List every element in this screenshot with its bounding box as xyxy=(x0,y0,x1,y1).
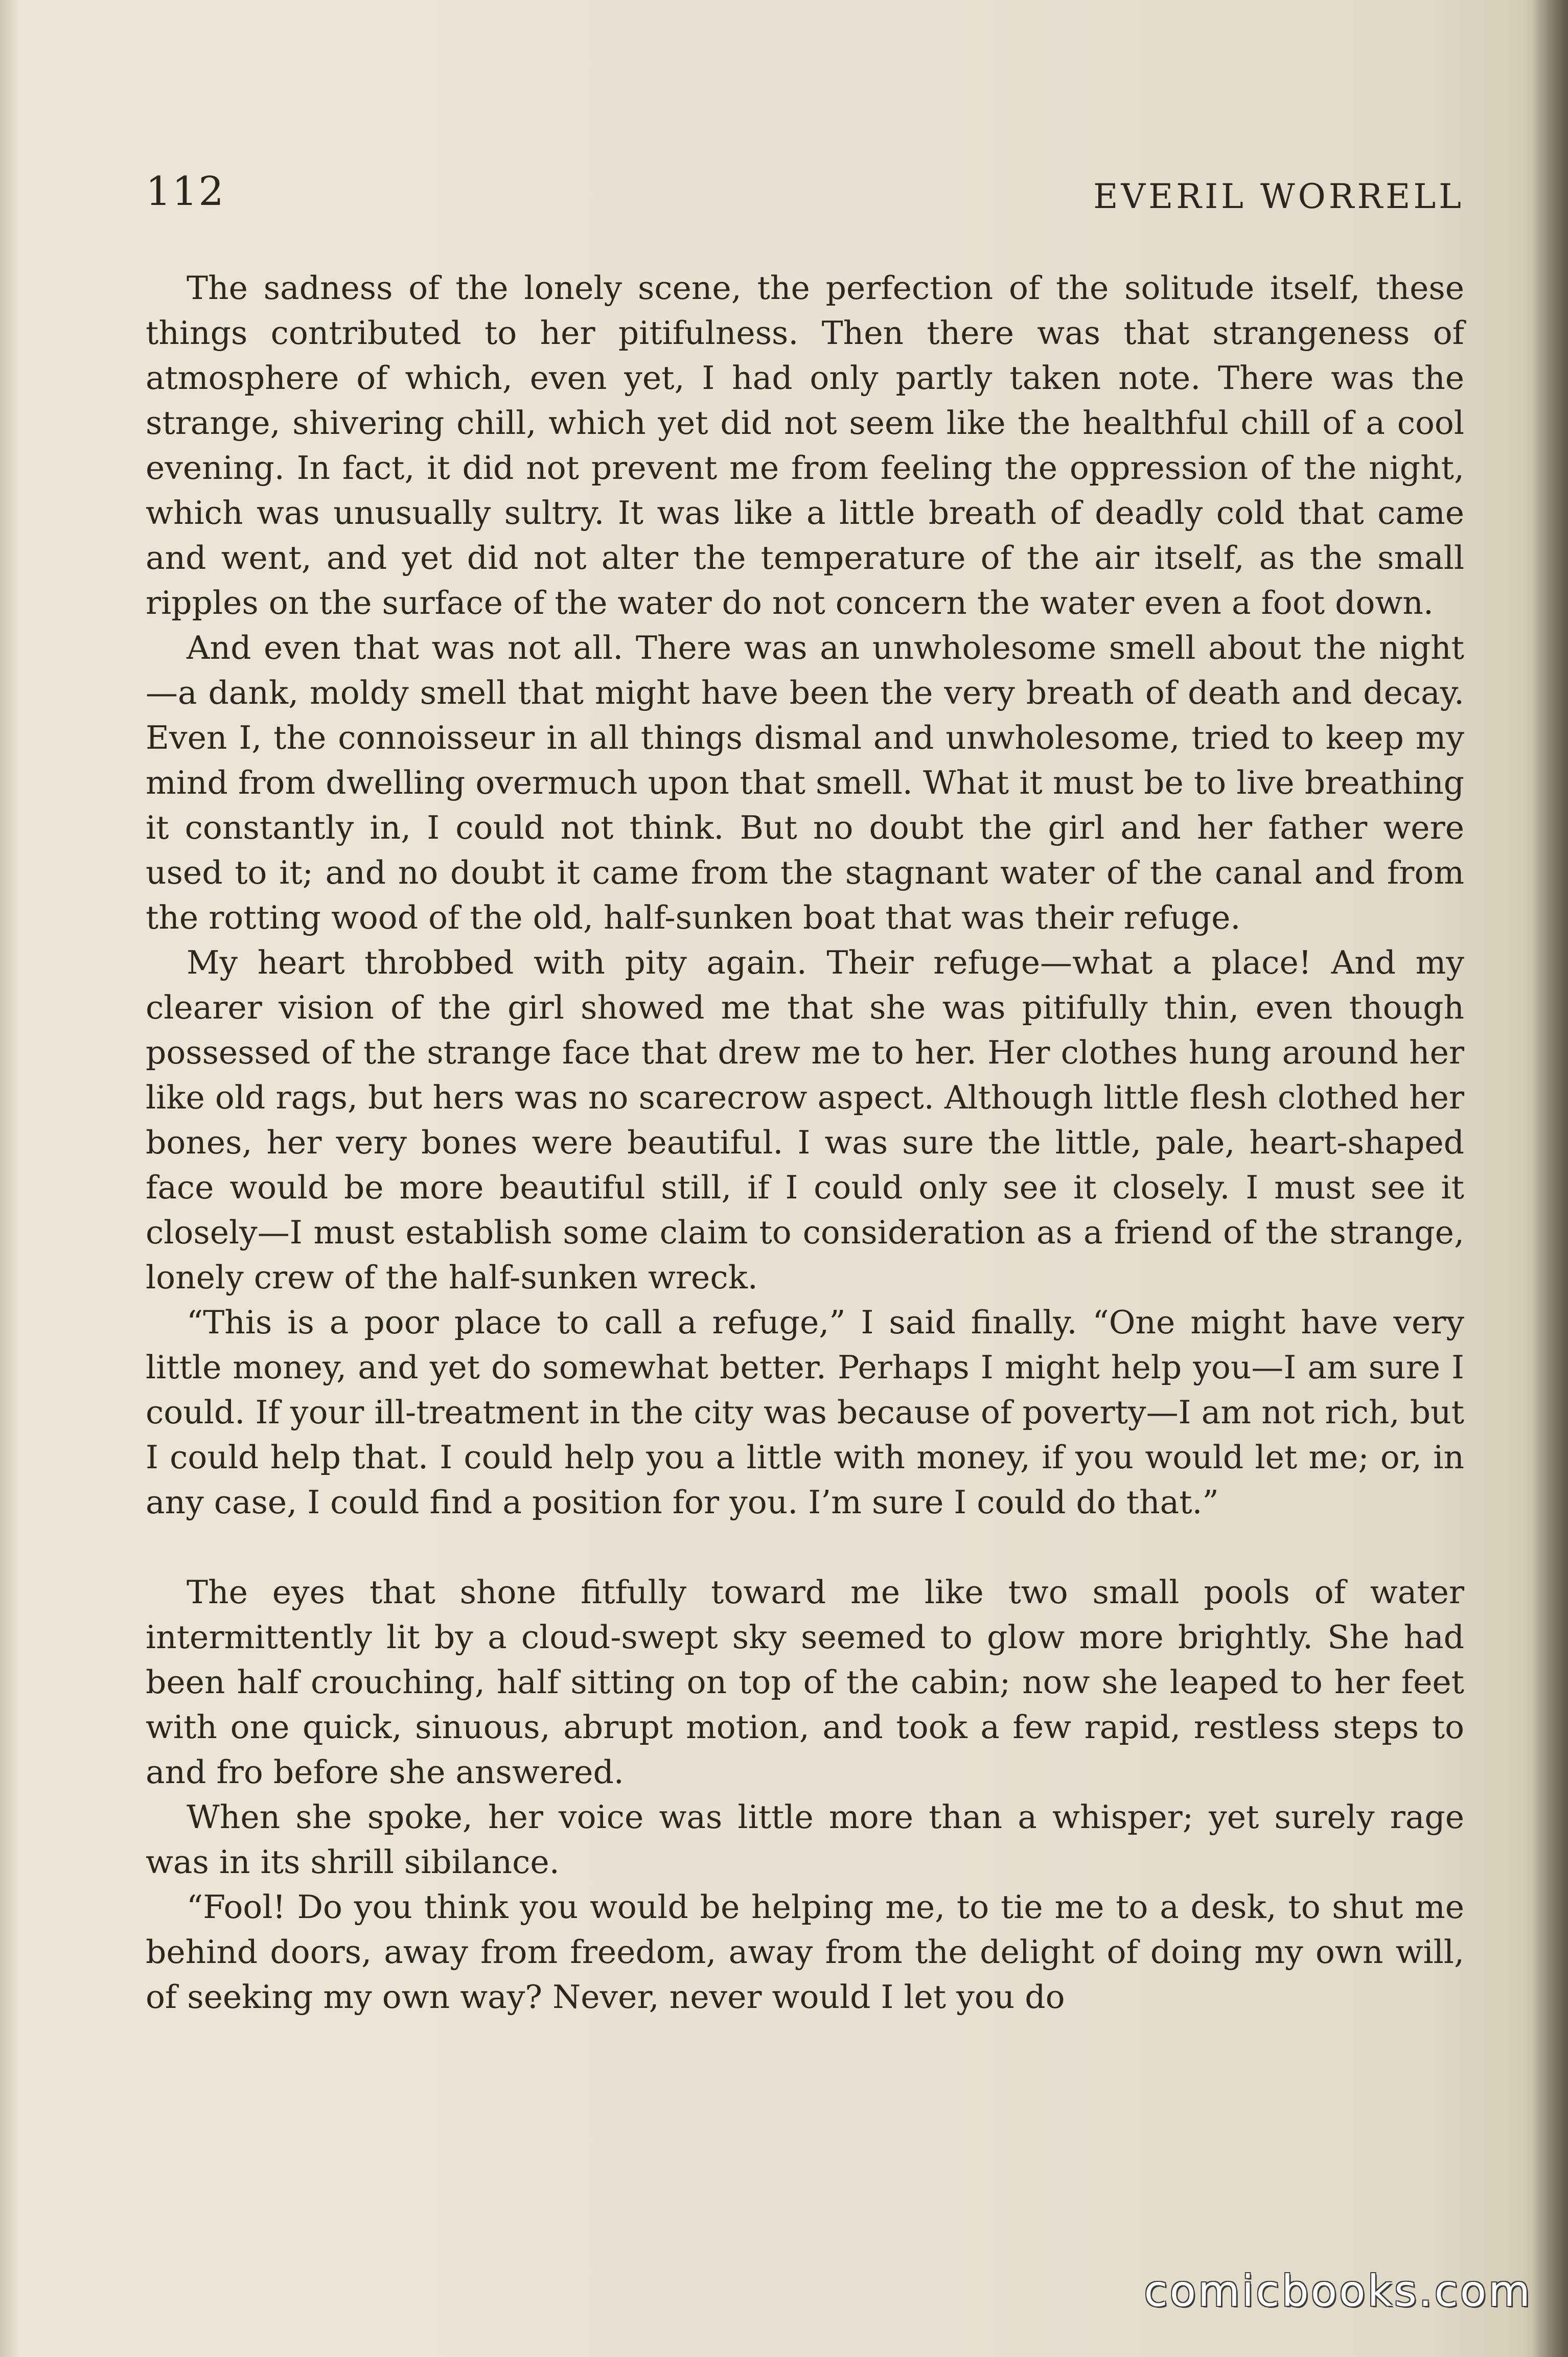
page-edge-shadow-right xyxy=(1532,0,1568,2357)
paragraph: The sadness of the lonely scene, the perfection of the solitude itself, these things contributed to her pitifulness. Then there was that strangeness of atmosphere of which, even yet, I had only partly taken note. There was the strange, shivering chill, which yet did not seem like the healthful chill of a cool evening. In fact, it did not prevent me from feeling the oppression of the night, which was unusually sultry. It was like a little breath of deadly cold that came and went, and yet did not alter the temperature of the air itself, as the small ripples on the surface of the water do not concern the water even a foot down. xyxy=(146,269,1464,621)
body-text xyxy=(146,266,1464,2020)
paragraph: And even that was not all. There was an unwholesome smell about the night—a dank, moldy smell that might have been the very breath of death and decay. Even I, the connoisseur in all things dismal and unwholesome, tried to keep my mind from dwelling overmuch upon that smell. What it must be to live breathing it constantly in, I could not think. But no doubt the girl and her father were used to it; and no doubt it came from the stagnant water of the canal and from the rotting wood of the old, half-sunken boat that was their refuge. xyxy=(146,629,1464,936)
paragraph: When she spoke, her voice was little more than a whisper; yet surely rage was in its shrill sibilance. xyxy=(146,1798,1464,1881)
paragraph: “Fool! Do you think you would be helping me, to tie me to a desk, to shut me behind doors, away from freedom, away from the delight of doing my own will, of seeking my own way? Never, never would I let you do xyxy=(146,1888,1464,2016)
paragraph: My heart throbbed with pity again. Their refuge—what a place! And my clearer vision of the girl showed me that she was pitifully thin, even though possessed of the strange face that drew me to her. Her clothes hung around her like old rags, but hers was no scarecrow aspect. Although little flesh clothed her bones, her very bones were beautiful. I was sure the little, pale, heart-shaped face would be more beautiful still, if I could only see it closely. I must see it closely—I must establish some claim to consideration as a friend of the strange, lonely crew of the half-sunken wreck. xyxy=(146,944,1464,1296)
paragraph: The eyes that shone fitfully toward me like two small pools of water intermittently lit by a cloud-swept sky seemed to glow more brightly. She had been half crouching, half sitting on top of the cabin; now she leaped to her feet with one quick, sinuous, abrupt motion, and took a few rapid, restless steps to and fro before she answered. xyxy=(146,1574,1464,1791)
paragraph: “This is a poor place to call a refuge,” I said finally. “One might have very little money, and yet do somewhat better. Perhaps I might help you—I am sure I could. If your ill-treatment in the city was because of poverty—I am not rich, but I could help that. I could help you a little with money, if you would let me; or, in any case, I could find a position for you. I’m sure I could do that.” xyxy=(146,1304,1464,1521)
page-header xyxy=(146,169,1464,230)
running-head-author: EVERIL WORRELL xyxy=(1093,177,1464,216)
watermark: comicbooks.com xyxy=(1144,2266,1532,2316)
page-number: 112 xyxy=(146,169,225,215)
page-edge-shadow-left xyxy=(0,0,20,2357)
